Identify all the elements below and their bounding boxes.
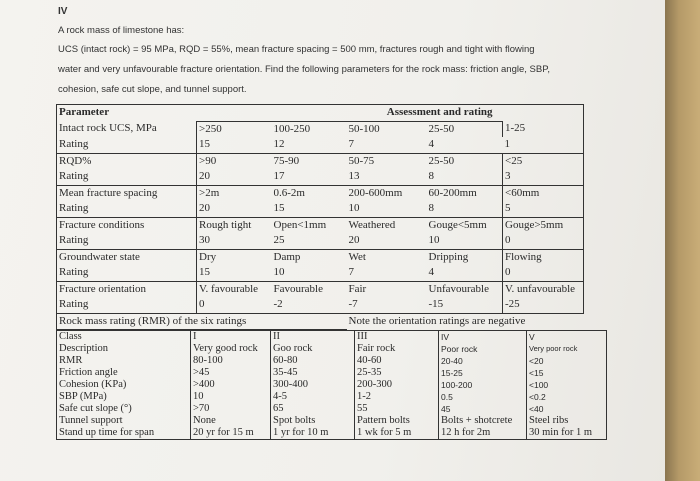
class-cell: 65 xyxy=(271,403,355,415)
class-cell: 60-80 xyxy=(271,355,355,367)
class-cell: 100-200 xyxy=(439,379,527,391)
class-table-row xyxy=(57,331,607,344)
rating-cell: 8 xyxy=(427,169,503,185)
class-cell: <40 xyxy=(527,403,607,415)
property-cell: SBP (MPa) xyxy=(57,391,191,403)
rating-cell: 50-75 xyxy=(348,154,375,167)
class-table-row xyxy=(57,379,607,391)
rating-cell: 30 xyxy=(197,233,272,249)
class-cell: 25-35 xyxy=(355,367,439,379)
rating-cell: >2m xyxy=(197,185,272,201)
class-table-row xyxy=(57,391,607,403)
rating-cell: Favourable xyxy=(273,282,323,295)
intro-line-2: UCS (intact rock) = 95 MPa, RQD = 55%, mean fracture spacing = 500 mm, fractures rough and tight with flowing xyxy=(58,44,535,55)
rating-table-row xyxy=(57,249,584,265)
property-cell: RMR xyxy=(57,355,191,367)
rating-cell: 4 xyxy=(427,137,503,153)
rating-cell: 1 xyxy=(503,137,584,153)
rating-cell: 10 xyxy=(347,201,427,217)
rating-table-row xyxy=(57,201,584,217)
rating-cell: >250 xyxy=(197,121,272,137)
property-cell: Class xyxy=(57,331,191,344)
parameter-cell: Rating xyxy=(57,201,197,217)
class-cell: Pattern bolts xyxy=(355,415,439,427)
property-cell: Friction angle xyxy=(57,367,191,379)
class-table-row xyxy=(57,343,607,355)
parameter-cell: RQD% xyxy=(57,153,197,169)
class-cell: Spot bolts xyxy=(271,415,355,427)
property-cell: Cohesion (KPa) xyxy=(57,379,191,391)
class-table-row xyxy=(57,427,607,440)
rating-cell: 75-90 xyxy=(273,154,300,167)
rating-cell: Weathered xyxy=(348,218,396,231)
class-cell: 20 yr for 15 m xyxy=(191,427,271,440)
class-cell: 20-40 xyxy=(439,355,527,367)
parameter-cell: Rating xyxy=(57,169,197,185)
parameter-cell: Intact rock UCS, MPa xyxy=(57,121,197,137)
rating-table-footer xyxy=(57,313,584,330)
rating-cell: 25-50 xyxy=(428,122,455,135)
rmr-note: Rock mass rating (RMR) of the six ratings xyxy=(57,313,347,330)
class-cell: >45 xyxy=(191,367,271,379)
property-cell: Tunnel support xyxy=(57,415,191,427)
rating-cell: -7 xyxy=(347,297,427,313)
class-cell: Very good rock xyxy=(191,343,271,355)
rating-cell: 0 xyxy=(503,233,584,249)
rating-cell: -25 xyxy=(503,297,584,313)
class-cell: >70 xyxy=(191,403,271,415)
orientation-note: Note the orientation ratings are negative xyxy=(347,313,584,330)
class-cell: Steel ribs xyxy=(527,415,607,427)
rating-cell: <60mm xyxy=(503,185,584,201)
rating-cell: 0.6-2m xyxy=(273,186,305,199)
rating-table-row xyxy=(57,281,584,297)
rating-cell: 10 xyxy=(427,233,503,249)
rating-cell: V. favourable xyxy=(197,281,272,297)
class-cell: None xyxy=(191,415,271,427)
rating-cell: 15 xyxy=(197,137,272,153)
class-cell: Bolts + shotcrete xyxy=(439,415,527,427)
rating-table-row xyxy=(57,297,584,313)
class-cell: 30 min for 1 m xyxy=(527,427,607,440)
rating-cell: 12 xyxy=(272,137,347,153)
rating-cell: <25 xyxy=(503,153,584,169)
class-cell: Very poor rock xyxy=(527,343,607,355)
rating-cell: 3 xyxy=(503,169,584,185)
class-cell: <20 xyxy=(527,355,607,367)
class-cell: 300-400 xyxy=(271,379,355,391)
rating-cell: 15 xyxy=(272,201,347,217)
class-cell: 80-100 xyxy=(191,355,271,367)
property-cell: Safe cut slope (°) xyxy=(57,403,191,415)
rating-cell: 10 xyxy=(272,265,347,281)
rating-table xyxy=(56,104,584,330)
class-table-row xyxy=(57,403,607,415)
class-cell: 1 wk for 5 m xyxy=(355,427,439,440)
rating-cell: V. unfavourable xyxy=(503,281,584,297)
class-cell: 1 yr for 10 m xyxy=(271,427,355,440)
rating-table-row xyxy=(57,185,584,201)
intro-line-4: cohesion, safe cut slope, and tunnel support. xyxy=(58,84,247,95)
rating-table-row xyxy=(57,137,584,153)
parameter-cell: Rating xyxy=(57,137,197,153)
rating-cell: Gouge>5mm xyxy=(503,217,584,233)
rating-cell: Dripping xyxy=(428,250,469,263)
rating-cell: Flowing xyxy=(503,249,584,265)
rating-table-row xyxy=(57,169,584,185)
rating-table-row xyxy=(57,121,584,137)
class-cell: 1-2 xyxy=(355,391,439,403)
class-cell: 4-5 xyxy=(271,391,355,403)
parameter-cell: Fracture conditions xyxy=(57,217,197,233)
rating-table-row xyxy=(57,153,584,169)
rating-cell: 4 xyxy=(427,265,503,281)
class-table-row xyxy=(57,367,607,379)
class-table-row xyxy=(57,355,607,367)
class-cell: 40-60 xyxy=(355,355,439,367)
rating-cell: Rough tight xyxy=(197,217,272,233)
rating-cell: 7 xyxy=(347,265,427,281)
class-cell: 200-300 xyxy=(355,379,439,391)
rating-cell: Unfavourable xyxy=(428,282,489,295)
rating-cell: 17 xyxy=(272,169,347,185)
class-cell: <15 xyxy=(527,367,607,379)
parameter-cell: Fracture orientation xyxy=(57,281,197,297)
rating-cell: 100-250 xyxy=(273,122,311,135)
class-cell: III xyxy=(355,331,439,344)
rating-cell: 8 xyxy=(427,201,503,217)
rating-cell: -2 xyxy=(272,297,347,313)
rating-table-header xyxy=(57,105,584,122)
rating-cell: Open<1mm xyxy=(273,218,327,231)
rating-table-row xyxy=(57,265,584,281)
rating-cell: 25 xyxy=(272,233,347,249)
rating-cell: 0 xyxy=(503,265,584,281)
class-cell: II xyxy=(271,331,355,344)
table-edge xyxy=(665,0,700,481)
parameter-cell: Groundwater state xyxy=(57,249,197,265)
class-table-row xyxy=(57,415,607,427)
rating-cell: 7 xyxy=(347,137,427,153)
rating-cell: 60-200mm xyxy=(428,186,477,199)
question-number: IV xyxy=(58,6,68,17)
rating-cell: Damp xyxy=(273,250,301,263)
property-cell: Description xyxy=(57,343,191,355)
parameter-cell: Rating xyxy=(57,265,197,281)
property-cell: Stand up time for span xyxy=(57,427,191,440)
parameter-cell: Rating xyxy=(57,297,197,313)
rating-cell: 13 xyxy=(347,169,427,185)
rating-table-row xyxy=(57,217,584,233)
class-cell: 0.5 xyxy=(439,391,527,403)
assessment-header: Assessment and rating xyxy=(197,105,503,122)
class-cell: V xyxy=(527,331,607,344)
parameter-header: Parameter xyxy=(57,105,197,122)
rating-cell: 50-100 xyxy=(348,122,380,135)
class-cell: IV xyxy=(439,331,527,344)
rating-cell: 25-50 xyxy=(428,154,455,167)
rating-cell: Wet xyxy=(348,250,366,263)
class-cell: 35-45 xyxy=(271,367,355,379)
class-cell: 15-25 xyxy=(439,367,527,379)
class-cell: 10 xyxy=(191,391,271,403)
rating-table-row xyxy=(57,233,584,249)
intro-line-1: A rock mass of limestone has: xyxy=(58,25,185,36)
class-table xyxy=(56,330,607,440)
class-cell: >400 xyxy=(191,379,271,391)
class-cell: 55 xyxy=(355,403,439,415)
class-cell: <100 xyxy=(527,379,607,391)
class-cell: 45 xyxy=(439,403,527,415)
class-cell: I xyxy=(191,331,271,344)
rating-cell: 20 xyxy=(197,169,272,185)
class-cell: Fair rock xyxy=(355,343,439,355)
rating-cell: >90 xyxy=(197,153,272,169)
class-cell: <0.2 xyxy=(527,391,607,403)
rating-cell: 0 xyxy=(197,297,272,313)
rating-cell: 20 xyxy=(347,233,427,249)
parameter-cell: Mean fracture spacing xyxy=(57,185,197,201)
class-cell: Goo rock xyxy=(271,343,355,355)
rating-cell: 15 xyxy=(197,265,272,281)
rating-cell: -15 xyxy=(427,297,503,313)
parameter-cell: Rating xyxy=(57,233,197,249)
class-cell: 12 h for 2m xyxy=(439,427,527,440)
rating-cell: 1-25 xyxy=(503,121,584,137)
rating-cell: Fair xyxy=(348,282,367,295)
rating-cell: 20 xyxy=(197,201,272,217)
rating-cell: 5 xyxy=(503,201,584,217)
rating-cell: Dry xyxy=(197,249,272,265)
rating-cell: 200-600mm xyxy=(348,186,403,199)
intro-line-3: water and very unfavourable fracture orientation. Find the following parameters for the rock mass: friction angle, SBP, xyxy=(58,64,550,75)
rating-cell: Gouge<5mm xyxy=(428,218,487,231)
class-cell: Poor rock xyxy=(439,343,527,355)
